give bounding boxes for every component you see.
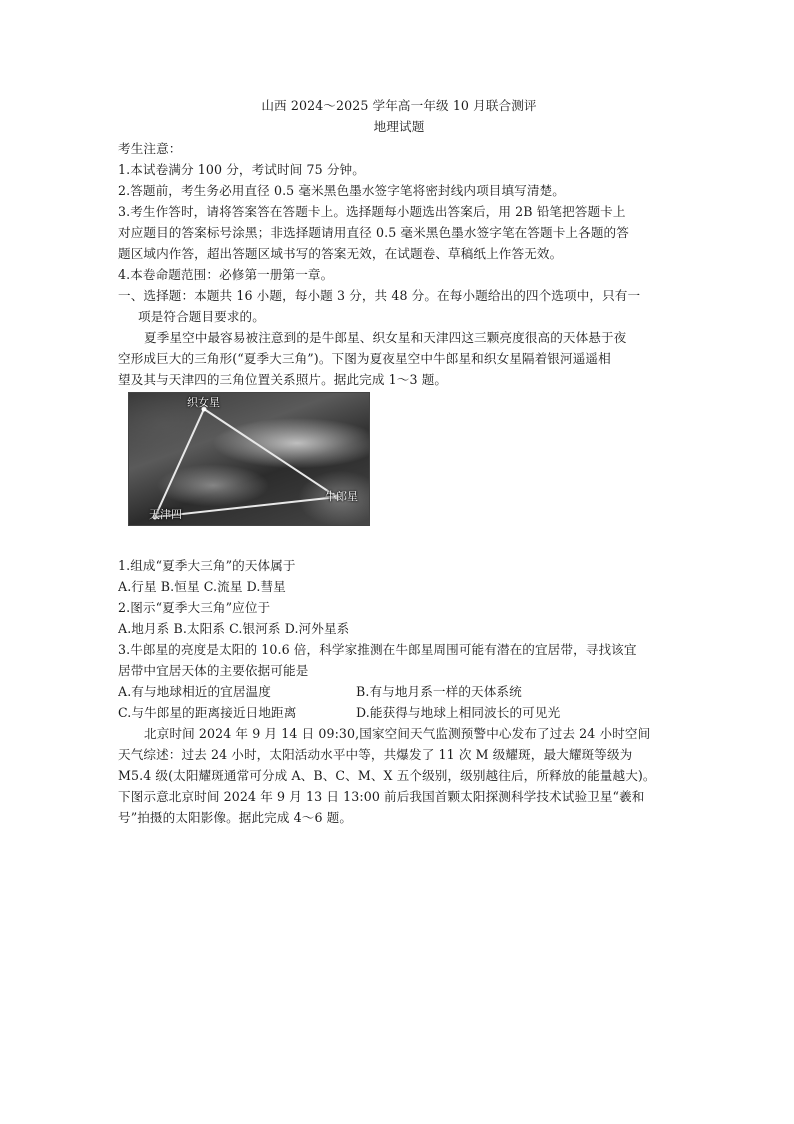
section-heading: 一、选择题：本题共 16 小题，每小题 3 分，共 48 分。在每小题给出的四个选项中，只有一 xyxy=(118,288,641,303)
triangle-lines xyxy=(129,393,369,525)
summer-triangle-photo xyxy=(128,392,370,526)
label-deneb: 天津四 xyxy=(149,508,182,521)
label-vega: 织女星 xyxy=(187,396,220,409)
question-3-options-cd xyxy=(118,703,680,723)
passage-line: 北京时间 2024 年 9 月 14 日 09:30,国家空间天气监测预警中心发布了过去 24 小时空间 xyxy=(144,726,651,741)
option-d: D.能获得与地球上相同波长的可见光 xyxy=(356,705,561,720)
exam-title: 山西 2024～2025 学年高一年级 10 月联合测评 xyxy=(261,98,537,113)
notice-line: 对应题目的答案标号涂黑；非选择题请用直径 0.5 毫米黑色墨水签字笔在答题卡上各题的答 xyxy=(118,225,629,240)
passage-line: 号”拍摄的太阳影像。据此完成 4～6 题。 xyxy=(118,810,353,825)
notice-line: 1.本试卷满分 100 分，考试时间 75 分钟。 xyxy=(118,162,365,177)
question-3-stem-cont: 居带中宜居天体的主要依据可能是 xyxy=(118,663,309,678)
label-altair: 牛郎星 xyxy=(325,490,358,503)
exam-subject: 地理试题 xyxy=(373,119,425,134)
passage-line: 天气综述：过去 24 小时，太阳活动水平中等，共爆发了 11 次 M 级耀斑，最大耀斑等级为 xyxy=(118,747,633,762)
notice-line: 2.答题前，考生务必用直径 0.5 毫米黑色墨水签字笔将密封线内项目填写清楚。 xyxy=(118,183,565,198)
question-3-stem: 3.牛郎星的亮度是太阳的 10.6 倍，科学家推测在牛郎星周围可能有潜在的宜居带，寻找该宜 xyxy=(118,642,637,657)
option-a: A.有与地球相近的宜居温度 xyxy=(118,684,271,699)
passage-line: 望及其与天津四的三角位置关系照片。据此完成 1～3 题。 xyxy=(118,372,448,387)
passage-line: 下图示意北京时间 2024 年 9 月 13 日 13:00 前后我国首颗太阳探测科学技术试验卫星“羲和 xyxy=(118,789,645,804)
notice-heading: 考生注意： xyxy=(118,141,182,156)
passage-line: M5.4 级(太阳耀斑通常可分成 A、B、C、M、X 五个级别，级别越往后，所释放的能量越大)。 xyxy=(118,768,656,783)
question-1-options: A.行星 B.恒星 C.流星 D.彗星 xyxy=(118,579,286,594)
section-heading-cont: 项是符合题目要求的。 xyxy=(138,309,265,324)
question-1-stem: 1.组成“夏季大三角”的天体属于 xyxy=(118,558,296,573)
option-b: B.有与地月系一样的天体系统 xyxy=(356,684,522,699)
question-3-options-ab xyxy=(118,682,680,702)
notice-line: 3.考生作答时，请将答案答在答题卡上。选择题每小题选出答案后，用 2B 铅笔把答题卡上 xyxy=(118,204,626,219)
option-c: C.与牛郎星的距离接近日地距离 xyxy=(118,705,297,720)
question-2-options: A.地月系 B.太阳系 C.银河系 D.河外星系 xyxy=(118,621,350,636)
notice-line: 4.本卷命题范围：必修第一册第一章。 xyxy=(118,267,334,282)
passage-line: 空形成巨大的三角形(“夏季大三角”)。下图为夏夜星空中牛郎星和织女星隔着银河遥遥相 xyxy=(118,351,611,366)
passage-line: 夏季星空中最容易被注意到的是牛郎星、织女星和天津四这三颗亮度很高的天体悬于夜 xyxy=(144,330,627,345)
notice-line: 题区域内作答，超出答题区域书写的答案无效，在试题卷、草稿纸上作答无效。 xyxy=(118,246,563,261)
question-2-stem: 2.图示“夏季大三角”应位于 xyxy=(118,600,271,615)
